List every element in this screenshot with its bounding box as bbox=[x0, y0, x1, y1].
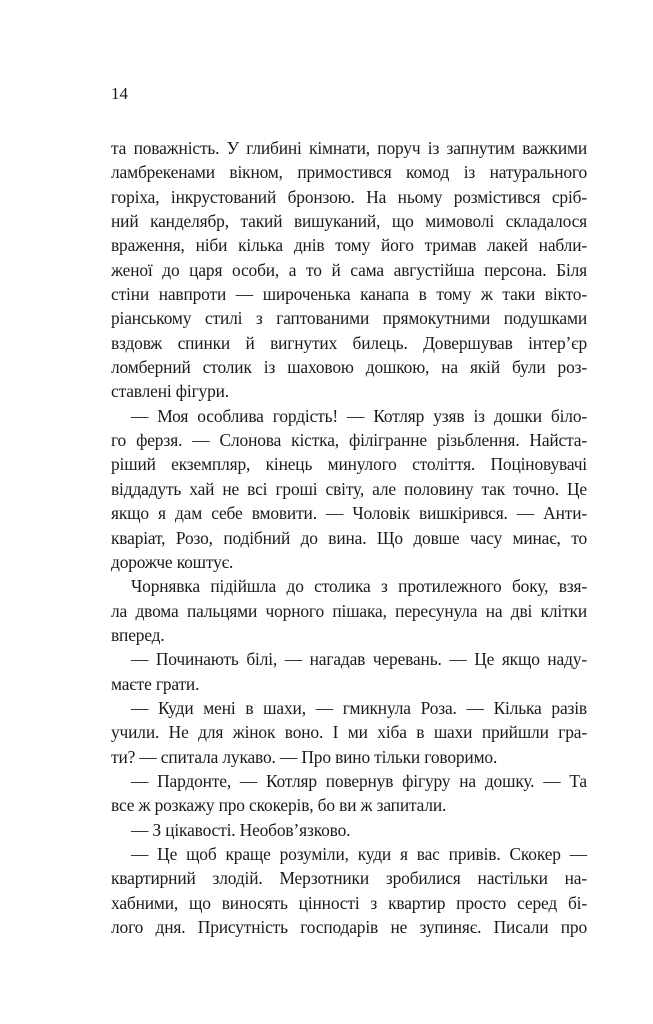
text-line: — Починають білі, — нагадав черевань. — Це якщо наду- bbox=[131, 649, 587, 670]
text-line: ла двома пальцями чорного пішака, пересунула на дві клітки bbox=[111, 600, 587, 621]
text-line: горіха, інкрустований бронзою. На ньому розмістився сріб- bbox=[111, 186, 587, 207]
text-line: та поважність. У глибині кімнати, поруч із запнутим важкими bbox=[111, 138, 587, 158]
text-line: ламбрекенами вікном, примостився комод із натурального bbox=[111, 162, 587, 183]
text-line: якщо я дам себе вмовити. — Чоловік вишкірився. — Анти- bbox=[111, 503, 587, 524]
text-line: Чорнявка підійшла до столика з протилежного боку, взя- bbox=[131, 576, 587, 597]
text-line: — Моя особлива гордість! — Котляр узяв із дошки біло- bbox=[131, 405, 587, 426]
text-line: квартирний злодій. Мерзотники зробилися настільки на- bbox=[111, 868, 587, 889]
text-line: ний канделябр, такий вишуканий, що мимоволі складалося bbox=[111, 211, 587, 232]
text-line: кваріат, Розо, подібний до вина. Що довше часу минає, то bbox=[111, 527, 587, 548]
text-line: ти? — спитала лукаво. — Про вино тільки говоримо. bbox=[111, 746, 498, 767]
text-line: женої до царя особи, а то й сама августійша персона. Біля bbox=[111, 259, 587, 280]
text-line: стіни навпроти — широченька канапа в тому ж таки вікто- bbox=[111, 284, 587, 305]
text-line: ставлені фігури. bbox=[111, 381, 229, 402]
text-line: все ж розкажу про скокерів, бо ви ж запитали. bbox=[111, 795, 447, 816]
text-line: ріанському стилі з гаптованими прямокутними подушками bbox=[111, 308, 587, 329]
text-line: ломберний столик із шаховою дошкою, на якій були роз- bbox=[111, 357, 587, 378]
text-line: вперед. bbox=[111, 624, 165, 645]
text-line: го ферзя. — Слонова кістка, філігранне різьблення. Найста- bbox=[111, 430, 587, 451]
text-line: хабними, що виносять цінності з квартир просто серед бі- bbox=[111, 892, 587, 913]
text-line: лого дня. Присутність господарів не зупиняє. Писали про bbox=[111, 917, 587, 937]
text-line: маєте грати. bbox=[111, 673, 200, 694]
body-text bbox=[111, 136, 587, 939]
text-line: віддадуть хай не всі гроші світу, але половину так точно. Це bbox=[111, 478, 587, 499]
text-line: — З цікавості. Необов’язково. bbox=[131, 819, 351, 840]
text-line: — Пардонте, — Котляр повернув фігуру на дошку. — Та bbox=[131, 770, 587, 791]
page-number: 14 bbox=[111, 84, 128, 103]
text-line: — Це щоб краще розуміли, куди я вас привів. Скокер — bbox=[131, 843, 587, 864]
text-line: ріший екземпляр, кінець минулого століття. Поціновувачі bbox=[111, 454, 587, 475]
text-line: — Куди мені в шахи, — гмикнула Роза. — Кілька разів bbox=[131, 697, 587, 718]
text-line: дорожче коштує. bbox=[111, 551, 234, 572]
text-line: учили. Не для жінок воно. І ми хіба в шахи прийшли гра- bbox=[111, 722, 587, 743]
text-line: вздовж спинки й вигнутих билець. Довершував інтер’єр bbox=[111, 332, 587, 353]
text-line: враження, ніби кілька днів тому його тримав лакей набли- bbox=[111, 235, 587, 256]
